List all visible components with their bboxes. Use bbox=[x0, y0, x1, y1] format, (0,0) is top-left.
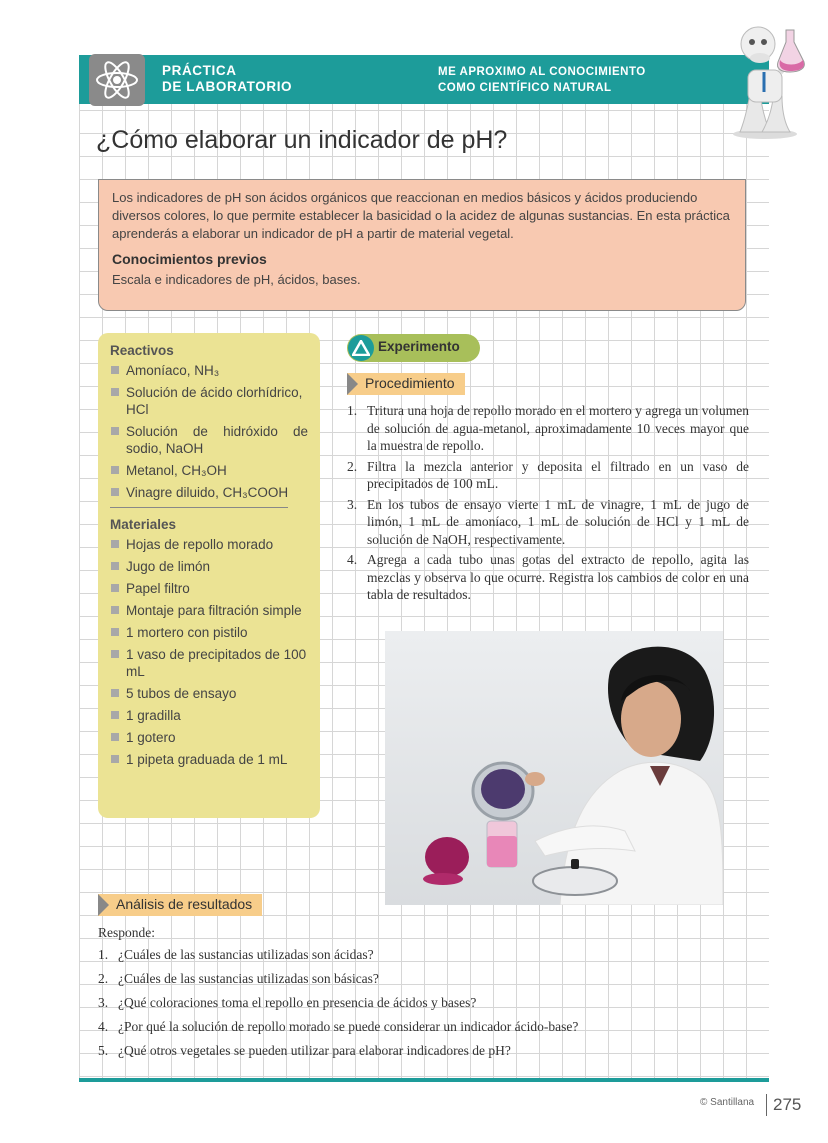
list-item: 3. ¿Qué coloraciones toma el repollo en presencia de ácidos y bases? bbox=[98, 995, 477, 1010]
reactivos-heading: Reactivos bbox=[110, 343, 174, 358]
footer-bar bbox=[79, 1078, 769, 1082]
materiales-heading: Materiales bbox=[110, 517, 177, 532]
list-item: 2. Filtra la mezcla anterior y deposita el filtrado en un vaso de precipitados de 100 mL. bbox=[347, 458, 749, 491]
page-number: 275 bbox=[773, 1095, 802, 1114]
experiment-tag bbox=[347, 334, 480, 362]
arrow-icon bbox=[98, 894, 109, 916]
materiales-list bbox=[110, 536, 308, 768]
list-item: Solución de ácido clorhídrico, HCl bbox=[110, 384, 308, 418]
list-item: 1. Tritura una hoja de repollo morado en el mortero y agrega un volumen de solución de agua-metanol, aproximadamente 10 veces mayor que la muestra de repollo. bbox=[347, 403, 749, 453]
list-item: Montaje para filtración simple bbox=[110, 602, 308, 619]
list-item: Vinagre diluido, CH₃COOH bbox=[110, 484, 308, 501]
analysis-label: Análisis de resultados bbox=[116, 896, 253, 912]
list-item: Jugo de limón bbox=[110, 558, 308, 575]
list-item: 3. En los tubos de ensayo vierte 1 mL de vinagre, 1 mL de jugo de limón, 1 mL de amoníaco, 1 mL de solución de HCl y 1 mL de solución de NaOH, respectivamente. bbox=[347, 496, 749, 547]
list-item: Solución de hidróxido de sodio, NaOH bbox=[110, 423, 308, 457]
intro-description: Los indicadores de pH son ácidos orgánicos que reaccionan en medios básicos y ácidos produciendo diversos colores, lo que permite establecer la basicidad o la acidez de algunas sustancias. En esta práctica aprenderás a elaborar un indicador de pH a partir de material vegetal. bbox=[112, 190, 730, 241]
prior-knowledge-heading: Conocimientos previos bbox=[112, 251, 267, 267]
prior-knowledge-text: Escala e indicadores de pH, ácidos, bases. bbox=[112, 272, 361, 287]
list-item: 1 pipeta graduada de 1 mL bbox=[110, 751, 308, 768]
list-item: 1 mortero con pistilo bbox=[110, 624, 308, 641]
reactivos-list bbox=[110, 362, 308, 501]
list-item: 1 vaso de precipitados de 100 mL bbox=[110, 646, 308, 680]
header-competence-label: ME APROXIMO AL CONOCIMIENTO COMO CIENTÍFICO NATURAL bbox=[438, 66, 646, 94]
procedure-label: Procedimiento bbox=[365, 375, 455, 391]
lab-photo bbox=[385, 631, 723, 905]
list-item: Amoníaco, NH₃ bbox=[110, 362, 308, 379]
scientist-mascot-illustration bbox=[720, 22, 810, 140]
analysis-intro: Responde: bbox=[98, 925, 155, 940]
list-item: 1 gradilla bbox=[110, 707, 308, 724]
list-item: Papel filtro bbox=[110, 580, 308, 597]
list-item: 4. Agrega a cada tubo unas gotas del extracto de repollo, agita las mezclas y observa lo que ocurre. Registra los cambios de color en una tabla de resultados. bbox=[347, 552, 749, 602]
header-section-label: PRÁCTICA DE LABORATORIO bbox=[162, 63, 293, 94]
list-item: 1. ¿Cuáles de las sustancias utilizadas son ácidas? bbox=[98, 947, 374, 962]
publisher-credit: © Santillana bbox=[700, 1097, 755, 1108]
divider bbox=[110, 507, 288, 508]
list-item: 1 gotero bbox=[110, 729, 308, 746]
page-title: ¿Cómo elaborar un indicador de pH? bbox=[96, 126, 508, 154]
list-item: 4. ¿Por qué la solución de repollo morado se puede considerar un indicador ácido-base? bbox=[98, 1019, 579, 1034]
list-item: 5. ¿Qué otros vegetales se pueden utilizar para elaborar indicadores de pH? bbox=[98, 1043, 511, 1058]
procedure-steps bbox=[347, 402, 749, 607]
list-item: 5 tubos de ensayo bbox=[110, 685, 308, 702]
list-item: Hojas de repollo morado bbox=[110, 536, 308, 553]
analysis-questions bbox=[98, 946, 578, 1066]
procedure-tag bbox=[347, 373, 465, 395]
analysis-tag bbox=[98, 894, 262, 916]
list-item: Metanol, CH₃OH bbox=[110, 462, 308, 479]
atom-icon bbox=[89, 54, 145, 106]
materials-panel bbox=[98, 333, 320, 818]
triangle-icon bbox=[348, 335, 374, 361]
arrow-icon bbox=[347, 373, 358, 395]
experiment-label: Experimento bbox=[378, 339, 460, 354]
intro-box bbox=[98, 179, 746, 311]
divider bbox=[766, 1094, 767, 1116]
list-item: 2. ¿Cuáles de las sustancias utilizadas son básicas? bbox=[98, 971, 379, 986]
